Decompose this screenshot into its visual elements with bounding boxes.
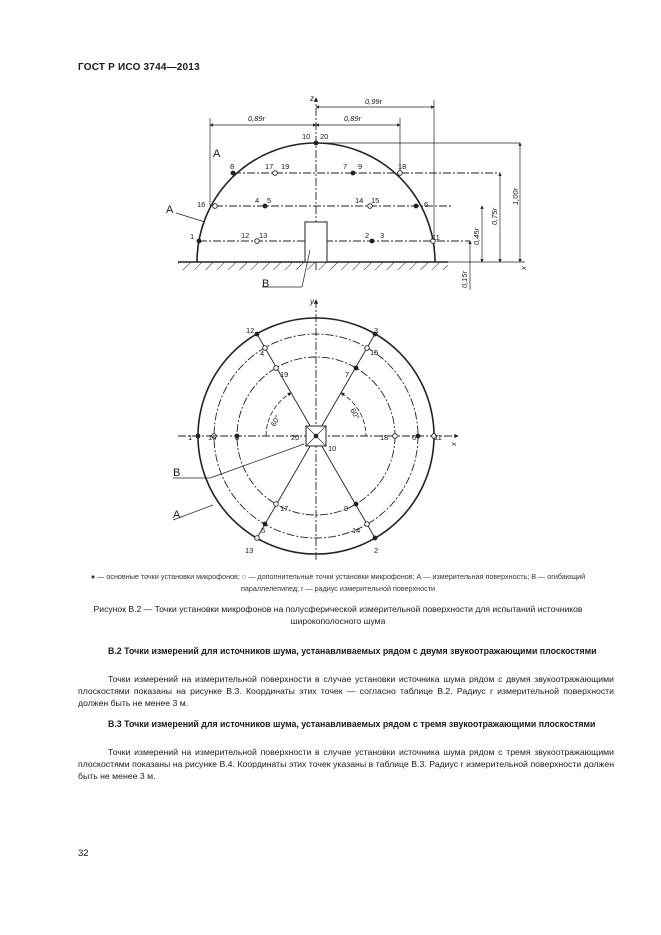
point-17-19 bbox=[273, 171, 278, 176]
x-axis-label-plan: x bbox=[449, 442, 458, 446]
label-A-left: A bbox=[166, 204, 174, 216]
label2-p17: 17 bbox=[280, 504, 289, 513]
label-p9: 9 bbox=[358, 162, 363, 171]
dim-label-right-2: 0,75r bbox=[490, 207, 499, 225]
label-p3: 3 bbox=[380, 231, 385, 240]
label-p1: 1 bbox=[190, 232, 195, 241]
label-p10: 10 bbox=[302, 132, 311, 141]
figure-caption: Рисунок В.2 — Точки установки микрофонов на полусферической измерительной поверхности для испытаний источников широкополосного шума bbox=[93, 604, 583, 626]
ground-hatch bbox=[178, 262, 448, 270]
document-header: ГОСТ Р ИСО 3744—2013 bbox=[78, 62, 200, 73]
point-18 bbox=[398, 171, 403, 176]
point-1 bbox=[197, 239, 202, 244]
angle-arc-left bbox=[266, 393, 291, 436]
section-text-b2: Точки измерений на измерительной поверхности в случае установки источника шума рядом с двумя звукоотражающими плоскостями показаны на рисунке В.3. Координаты этих точек — согласно таблице В.2. Радиус r измерительной поверхности должен быть не менее 3 м. bbox=[78, 674, 614, 709]
point-9-plan bbox=[354, 502, 359, 507]
enveloping-box bbox=[305, 222, 327, 262]
label-p12: 12 bbox=[241, 231, 250, 240]
label2-p2: 2 bbox=[374, 546, 379, 555]
label2-p20: 20 bbox=[291, 433, 300, 442]
label2-p14: 14 bbox=[352, 526, 361, 535]
label2-p5: 5 bbox=[261, 526, 266, 535]
label-A-plan: A bbox=[173, 509, 181, 521]
label2-p18: 18 bbox=[380, 433, 389, 442]
label-p5: 5 bbox=[267, 196, 272, 205]
dim-label-top-right: 0,99r bbox=[365, 97, 383, 106]
label2-p6: 6 bbox=[412, 433, 417, 442]
label2-p19: 19 bbox=[280, 370, 289, 379]
point-16 bbox=[213, 204, 218, 209]
label2-p16: 16 bbox=[208, 433, 217, 442]
label2-p15: 15 bbox=[370, 348, 379, 357]
section-text-b3: Точки измерений на измерительной поверхности в случае установки источника шума рядом с тремя звукоотражающими плоскостями показаны на рисунке В.4. Координаты этих точек указаны в таблице В.3. Радиус r измерительной поверхности должен быть не менее 3 м. bbox=[78, 747, 614, 782]
point-10-center bbox=[314, 434, 319, 439]
label-p11: 11 bbox=[432, 233, 440, 242]
leader-A-left bbox=[176, 213, 205, 222]
point-6 bbox=[414, 204, 419, 209]
label-p19: 19 bbox=[281, 162, 290, 171]
label2-p7: 7 bbox=[345, 370, 350, 379]
label-p15: 15 bbox=[371, 196, 380, 205]
section-title-b2: В.2 Точки измерений для источников шума, устанавливаемых рядом с двумя звукоотражающими плоскостями bbox=[108, 646, 597, 656]
dim-label-mid-right: 0,89r bbox=[344, 114, 362, 123]
label-B: B bbox=[262, 278, 270, 290]
label2-p12: 12 bbox=[246, 326, 255, 335]
label-p14: 14 bbox=[355, 196, 364, 205]
label-p4: 4 bbox=[255, 196, 260, 205]
point-14-plan bbox=[365, 522, 370, 527]
point-1-plan bbox=[196, 434, 201, 439]
point-18-plan bbox=[393, 434, 398, 439]
label2-p13: 13 bbox=[245, 546, 254, 555]
angle-label-left: 60° bbox=[268, 413, 283, 428]
section-title-b3: В.3 Точки измерений для источников шума, устанавливаемых рядом с тремя звукоотражающими плоскостями bbox=[108, 719, 596, 729]
point-7-9 bbox=[351, 171, 356, 176]
point-2-plan bbox=[373, 536, 378, 541]
point-8 bbox=[231, 171, 236, 176]
x-axis-label: x bbox=[519, 266, 528, 270]
y-axis-label: y bbox=[310, 297, 314, 306]
label-B-plan: B bbox=[173, 467, 181, 479]
label2-p8: 8 bbox=[235, 433, 240, 442]
point-6-plan bbox=[416, 434, 421, 439]
label-p18: 18 bbox=[398, 162, 407, 171]
label-p13: 13 bbox=[259, 231, 268, 240]
label2-p9: 9 bbox=[344, 504, 349, 513]
point-2-3 bbox=[370, 239, 375, 244]
point-17-plan bbox=[274, 502, 279, 507]
label-p2: 2 bbox=[365, 231, 370, 240]
dim-label-right-3: 0,45r bbox=[472, 227, 481, 245]
label-p16: 16 bbox=[197, 200, 206, 209]
dim-label-right-1: 1,00r bbox=[511, 187, 520, 205]
label-p6: 6 bbox=[424, 200, 429, 209]
figure-side-view bbox=[150, 86, 540, 296]
page-number: 32 bbox=[78, 848, 89, 859]
figure-plan-view bbox=[150, 292, 470, 562]
label2-p10: 10 bbox=[328, 444, 337, 453]
label2-p3: 3 bbox=[374, 326, 379, 335]
label2-p4: 4 bbox=[260, 349, 265, 358]
leader-B-plan-d bbox=[210, 444, 304, 478]
dim-label-top-left: 0,89r bbox=[248, 114, 266, 123]
point-19 bbox=[274, 366, 279, 371]
angle-label-right: 60° bbox=[348, 406, 362, 421]
z-axis-label: z bbox=[310, 94, 314, 103]
label2-p11: 11 bbox=[434, 433, 442, 442]
point-12 bbox=[255, 332, 260, 337]
label-p7: 7 bbox=[343, 162, 348, 171]
label-p8: 8 bbox=[230, 162, 235, 171]
figure-legend: ● — основные точки установки микрофонов; ○ — дополнительные точки установки микрофонов; А — измерительная поверхность; В — огибающий параллелепипед; r — радиус измерительной поверхности bbox=[90, 572, 586, 593]
label2-p1: 1 bbox=[188, 433, 193, 442]
label-p20: 20 bbox=[320, 132, 329, 141]
dim-label-right-4: 0,15r bbox=[460, 270, 469, 288]
point-10-20 bbox=[314, 141, 319, 146]
label-p17: 17 bbox=[265, 162, 274, 171]
point-15 bbox=[365, 346, 370, 351]
point-13-plan bbox=[255, 536, 260, 541]
label-A-top: A bbox=[213, 148, 221, 160]
point-7 bbox=[354, 366, 359, 371]
